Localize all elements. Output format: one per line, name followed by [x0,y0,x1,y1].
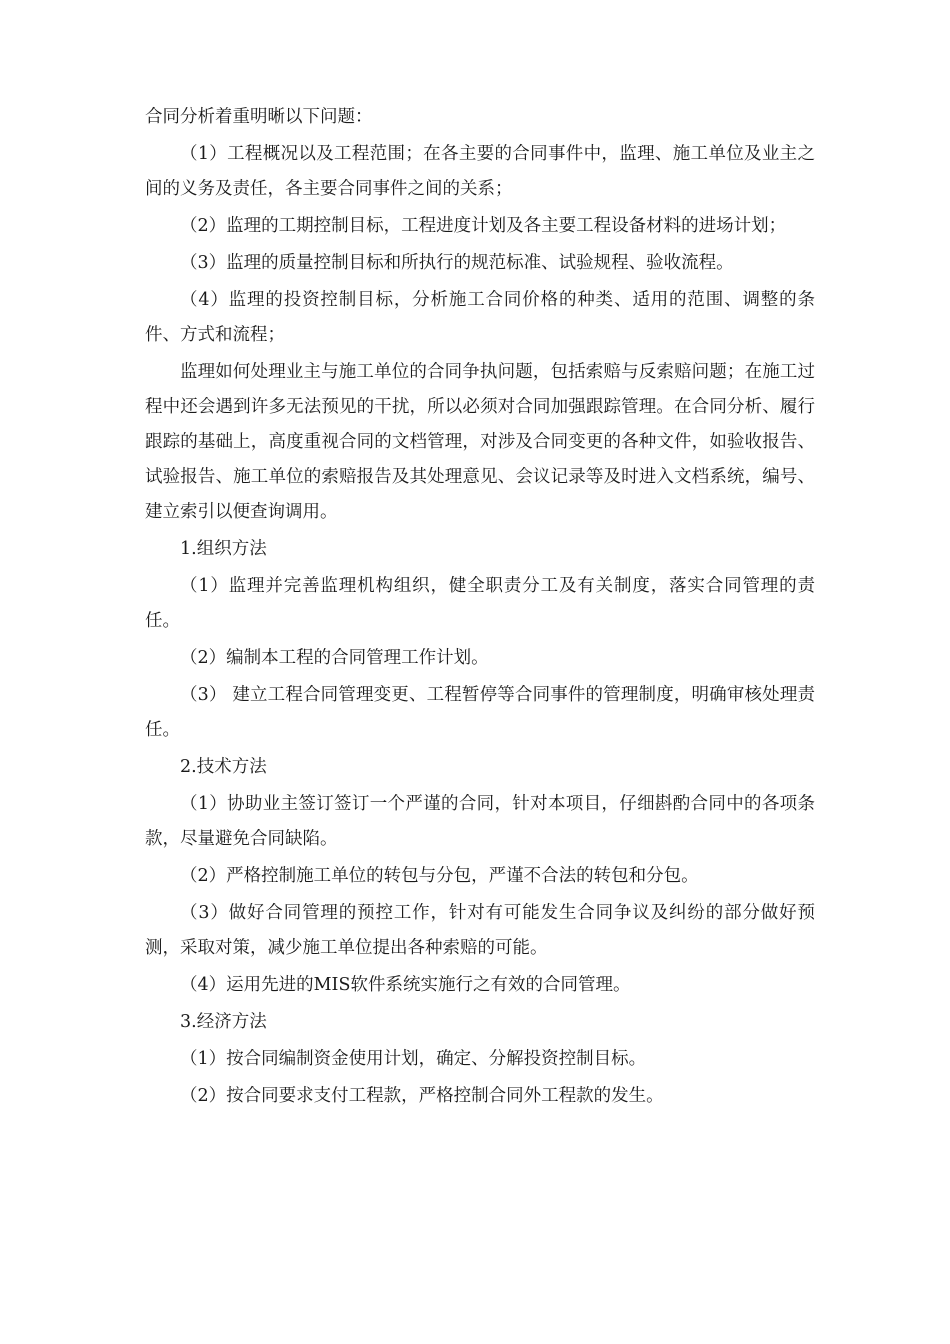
paragraph-tech-3: （3）做好合同管理的预控工作，针对有可能发生合同争议及纠纷的部分做好预测，采取对策，减少施工单位提出各种索赔的可能。 [145,903,815,958]
paragraph-econ-1: （1）按合同编制资金使用计划，确定、分解投资控制目标。 [180,1049,647,1069]
paragraph-org-3: （3） 建立工程合同管理变更、工程暂停等合同事件的管理制度，明确审核处理责任。 [145,685,815,740]
paragraph-item-2: （2）监理的工期控制目标，工程进度计划及各主要工程设备材料的进场计划； [180,216,787,236]
paragraph-org-2: （2）编制本工程的合同管理工作计划。 [180,648,489,668]
paragraph-item-1: （1）工程概况以及工程范围；在各主要的合同事件中，监理、施工单位及业主之间的义务及责任，各主要合同事件之间的关系； [145,144,815,199]
paragraph-item-4: （4）监理的投资控制目标，分析施工合同价格的种类、适用的范围、调整的条件、方式和流程； [145,290,815,345]
section-heading-economic: 3.经济方法 [180,1012,267,1032]
paragraph-econ-2: （2）按合同要求支付工程款，严格控制合同外工程款的发生。 [180,1086,664,1106]
section-heading-technical: 2.技术方法 [180,757,267,777]
paragraph-org-1: （1）监理并完善监理机构组织，健全职责分工及有关制度，落实合同管理的责任。 [145,576,815,631]
document-body [145,100,815,1116]
paragraph-tech-2: （2）严格控制施工单位的转包与分包，严谨不合法的转包和分包。 [180,866,699,886]
paragraph-tech-4: （4）运用先进的MIS软件系统实施行之有效的合同管理。 [180,975,631,995]
paragraph-intro: 合同分析着重明晰以下问题： [145,107,373,127]
section-heading-organization: 1.组织方法 [180,539,267,559]
paragraph-item-3: （3）监理的质量控制目标和所执行的规范标准、试验规程、验收流程。 [180,253,734,273]
paragraph-tech-1: （1）协助业主签订签订一个严谨的合同，针对本项目，仔细斟酌合同中的各项条款，尽量避免合同缺陷。 [145,794,815,849]
paragraph-dispute-handling: 监理如何处理业主与施工单位的合同争执问题，包括索赔与反索赔问题；在施工过程中还会遇到许多无法预见的干扰，所以必须对合同加强跟踪管理。在合同分析、履行跟踪的基础上，高度重视合同的文档管理，对涉及合同变更的各种文件，如验收报告、试验报告、施工单位的索赔报告及其处理意见、会议记录等及时进入文档系统，编号、建立索引以便查询调用。 [145,362,815,522]
